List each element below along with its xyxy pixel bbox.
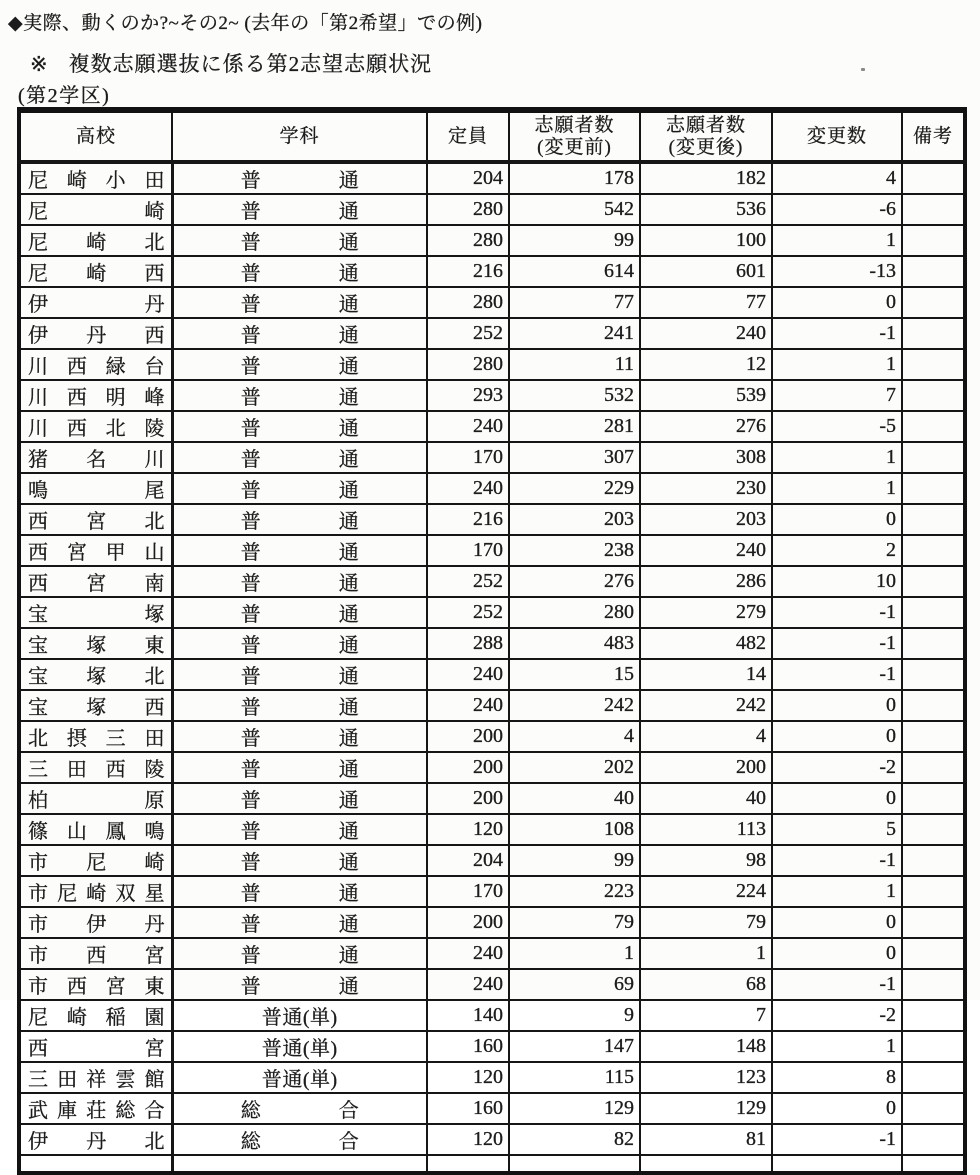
change-cell: 7 (772, 380, 902, 411)
header-applicants-after-line2: (変更後) (668, 136, 744, 158)
applicants-after-cell: 77 (640, 287, 772, 318)
change-cell: -2 (772, 1000, 902, 1031)
change-cell: -5 (772, 411, 902, 442)
capacity-cell: 280 (427, 225, 509, 256)
capacity-cell: 170 (427, 442, 509, 473)
remarks-cell (902, 411, 965, 442)
change-cell: -13 (772, 256, 902, 287)
department-cell: 総 合 (172, 1093, 427, 1124)
capacity-cell: 280 (427, 194, 509, 225)
capacity-cell: 204 (427, 845, 509, 876)
applicants-before-cell: 238 (509, 535, 640, 566)
change-cell: 2 (772, 535, 902, 566)
remarks-cell (902, 783, 965, 814)
applicants-after-cell: 601 (640, 256, 772, 287)
remarks-cell (902, 1124, 965, 1155)
change-cell: -6 (772, 194, 902, 225)
scan-artifact-speck (861, 68, 865, 71)
remarks-cell (902, 938, 965, 969)
table-body (19, 162, 965, 1173)
change-cell: 0 (772, 1093, 902, 1124)
department-cell: 普 通 (172, 442, 427, 473)
capacity-cell: 200 (427, 783, 509, 814)
applicants-after-cell: 68 (640, 969, 772, 1000)
school-cell: 猪 名 川 (19, 442, 172, 473)
department-cell: 普 通 (172, 721, 427, 752)
change-cell: -1 (772, 318, 902, 349)
remarks-cell (902, 318, 965, 349)
capacity-cell: 240 (427, 690, 509, 721)
table-row (19, 1124, 965, 1155)
remarks-cell (902, 535, 965, 566)
partial-cell (427, 1155, 509, 1173)
table-row (19, 659, 965, 690)
school-cell: 宝 塚 東 (19, 628, 172, 659)
school-cell: 宝 塚 北 (19, 659, 172, 690)
change-cell: -1 (772, 597, 902, 628)
change-cell: 0 (772, 938, 902, 969)
capacity-cell: 120 (427, 1124, 509, 1155)
remarks-cell (902, 1031, 965, 1062)
applicants-before-cell: 77 (509, 287, 640, 318)
remarks-cell (902, 1062, 965, 1093)
remarks-cell (902, 628, 965, 659)
table-row (19, 814, 965, 845)
change-cell: 0 (772, 721, 902, 752)
school-cell: 西 宮 甲 山 (19, 535, 172, 566)
table-row (19, 597, 965, 628)
applicants-after-cell: 242 (640, 690, 772, 721)
applicants-after-cell: 539 (640, 380, 772, 411)
applicants-after-cell: 1 (640, 938, 772, 969)
subtitle-text: 複数志願選抜に係る第2志望志願状況 (68, 52, 433, 76)
department-cell: 普 通 (172, 349, 427, 380)
applicants-before-cell: 202 (509, 752, 640, 783)
school-cell: 川 西 緑 台 (19, 349, 172, 380)
application-status-table (17, 107, 967, 1175)
applicants-before-cell: 532 (509, 380, 640, 411)
applicants-after-cell: 81 (640, 1124, 772, 1155)
department-cell: 普 通 (172, 783, 427, 814)
school-cell: 川 西 明 峰 (19, 380, 172, 411)
applicants-after-cell: 276 (640, 411, 772, 442)
header-department: 学科 (172, 110, 427, 162)
table-row (19, 721, 965, 752)
table-row (19, 1000, 965, 1031)
school-cell: 市 西 宮 東 (19, 969, 172, 1000)
school-cell: 西 宮 北 (19, 504, 172, 535)
applicants-before-cell: 203 (509, 504, 640, 535)
capacity-cell: 293 (427, 380, 509, 411)
district-label: (第2学区) (18, 85, 111, 107)
remarks-cell (902, 473, 965, 504)
change-cell: -1 (772, 628, 902, 659)
applicants-before-cell: 108 (509, 814, 640, 845)
department-cell: 普 通 (172, 938, 427, 969)
applicants-before-cell: 4 (509, 721, 640, 752)
applicants-before-cell: 69 (509, 969, 640, 1000)
school-cell: 柏 原 (19, 783, 172, 814)
remarks-cell (902, 380, 965, 411)
remarks-cell (902, 597, 965, 628)
remarks-cell (902, 659, 965, 690)
change-cell: 0 (772, 504, 902, 535)
remarks-cell (902, 349, 965, 380)
applicants-after-cell: 148 (640, 1031, 772, 1062)
capacity-cell: 240 (427, 473, 509, 504)
school-cell: 市 尼 崎 双 星 (19, 876, 172, 907)
school-cell: 尼 崎 稲 園 (19, 1000, 172, 1031)
applicants-after-cell: 200 (640, 752, 772, 783)
table-row (19, 411, 965, 442)
remarks-cell (902, 845, 965, 876)
applicants-after-cell: 224 (640, 876, 772, 907)
capacity-cell: 216 (427, 256, 509, 287)
table-row (19, 256, 965, 287)
change-cell: -1 (772, 1124, 902, 1155)
remarks-cell (902, 876, 965, 907)
change-cell: 1 (772, 876, 902, 907)
applicants-after-cell: 240 (640, 318, 772, 349)
department-cell: 総 合 (172, 1124, 427, 1155)
school-cell: 市 西 宮 (19, 938, 172, 969)
table-row (19, 380, 965, 411)
school-cell: 尼 崎 (19, 194, 172, 225)
applicants-before-cell: 178 (509, 162, 640, 194)
department-cell: 普通(単) (172, 1031, 427, 1062)
school-cell: 北 摂 三 田 (19, 721, 172, 752)
school-cell: 三 田 祥 雲 館 (19, 1062, 172, 1093)
applicants-after-cell: 286 (640, 566, 772, 597)
department-cell: 普 通 (172, 814, 427, 845)
applicants-before-cell: 614 (509, 256, 640, 287)
applicants-after-cell: 203 (640, 504, 772, 535)
applicants-before-cell: 483 (509, 628, 640, 659)
department-cell: 普 通 (172, 969, 427, 1000)
header-school: 高校 (19, 110, 172, 162)
applicants-after-cell: 308 (640, 442, 772, 473)
header-capacity: 定員 (427, 110, 509, 162)
applicants-after-cell: 14 (640, 659, 772, 690)
change-cell: 8 (772, 1062, 902, 1093)
table-row (19, 162, 965, 194)
applicants-before-cell: 82 (509, 1124, 640, 1155)
department-cell: 普 通 (172, 752, 427, 783)
applicants-before-cell: 229 (509, 473, 640, 504)
partial-cell (19, 1155, 172, 1173)
table-row (19, 783, 965, 814)
capacity-cell: 160 (427, 1031, 509, 1062)
applicants-before-cell: 11 (509, 349, 640, 380)
capacity-cell: 140 (427, 1000, 509, 1031)
partial-cell (640, 1155, 772, 1173)
document-title: ◆実際、動くのか?~その2~ (去年の「第2希望」での例) (8, 13, 483, 34)
department-cell: 普通(単) (172, 1062, 427, 1093)
school-cell: 武 庫 荘 総 合 (19, 1093, 172, 1124)
school-cell: 鳴 尾 (19, 473, 172, 504)
applicants-after-cell: 279 (640, 597, 772, 628)
school-cell: 三 田 西 陵 (19, 752, 172, 783)
header-applicants-before-line1: 志願者数 (534, 114, 615, 136)
header-applicants-before-line2: (変更前) (537, 136, 612, 158)
remarks-cell (902, 162, 965, 194)
school-cell: 川 西 北 陵 (19, 411, 172, 442)
change-cell: 10 (772, 566, 902, 597)
partial-cell (772, 1155, 902, 1173)
document-subtitle (30, 48, 432, 78)
table-row (19, 566, 965, 597)
applicants-before-cell: 115 (509, 1062, 640, 1093)
school-cell: 西 宮 (19, 1031, 172, 1062)
applicants-after-cell: 7 (640, 1000, 772, 1031)
remarks-cell (902, 1093, 965, 1124)
table-row (19, 1062, 965, 1093)
applicants-after-cell: 79 (640, 907, 772, 938)
applicants-before-cell: 147 (509, 1031, 640, 1062)
capacity-cell: 200 (427, 721, 509, 752)
remarks-cell (902, 442, 965, 473)
change-cell: 0 (772, 907, 902, 938)
table-row (19, 969, 965, 1000)
partial-cell (172, 1155, 427, 1173)
partial-cell (902, 1155, 965, 1173)
department-cell: 普 通 (172, 225, 427, 256)
capacity-cell: 280 (427, 349, 509, 380)
change-cell: -2 (772, 752, 902, 783)
applicants-after-cell: 98 (640, 845, 772, 876)
applicants-before-cell: 276 (509, 566, 640, 597)
department-cell: 普 通 (172, 256, 427, 287)
department-cell: 普 通 (172, 162, 427, 194)
table-row (19, 876, 965, 907)
table-row (19, 907, 965, 938)
remarks-cell (902, 1000, 965, 1031)
applicants-before-cell: 79 (509, 907, 640, 938)
applicants-after-cell: 40 (640, 783, 772, 814)
department-cell: 普 通 (172, 194, 427, 225)
table-row (19, 194, 965, 225)
applicants-after-cell: 240 (640, 535, 772, 566)
capacity-cell: 240 (427, 969, 509, 1000)
school-cell: 尼 崎 小 田 (19, 162, 172, 194)
remarks-cell (902, 225, 965, 256)
applicants-before-cell: 241 (509, 318, 640, 349)
applicants-before-cell: 15 (509, 659, 640, 690)
applicants-before-cell: 223 (509, 876, 640, 907)
remarks-cell (902, 721, 965, 752)
table-row (19, 690, 965, 721)
department-cell: 普 通 (172, 690, 427, 721)
capacity-cell: 120 (427, 1062, 509, 1093)
table-row (19, 504, 965, 535)
department-cell: 普 通 (172, 845, 427, 876)
remarks-cell (902, 690, 965, 721)
school-cell: 宝 塚 (19, 597, 172, 628)
department-cell: 普通(単) (172, 1000, 427, 1031)
change-cell: 0 (772, 287, 902, 318)
applicants-before-cell: 99 (509, 845, 640, 876)
change-cell: 1 (772, 349, 902, 380)
header-change: 変更数 (772, 110, 902, 162)
remarks-cell (902, 907, 965, 938)
header-remarks: 備考 (902, 110, 965, 162)
table-row (19, 318, 965, 349)
applicants-before-cell: 40 (509, 783, 640, 814)
department-cell: 普 通 (172, 597, 427, 628)
table-row (19, 1093, 965, 1124)
capacity-cell: 204 (427, 162, 509, 194)
capacity-cell: 160 (427, 1093, 509, 1124)
applicants-after-cell: 482 (640, 628, 772, 659)
table-row (19, 287, 965, 318)
department-cell: 普 通 (172, 380, 427, 411)
school-cell: 西 宮 南 (19, 566, 172, 597)
department-cell: 普 通 (172, 659, 427, 690)
department-cell: 普 通 (172, 907, 427, 938)
applicants-after-cell: 182 (640, 162, 772, 194)
reference-mark: ※ (30, 52, 49, 76)
applicants-after-cell: 113 (640, 814, 772, 845)
department-cell: 普 通 (172, 473, 427, 504)
partial-cell (509, 1155, 640, 1173)
school-cell: 尼 崎 西 (19, 256, 172, 287)
capacity-cell: 240 (427, 659, 509, 690)
change-cell: 1 (772, 442, 902, 473)
remarks-cell (902, 969, 965, 1000)
school-cell: 伊 丹 北 (19, 1124, 172, 1155)
capacity-cell: 252 (427, 318, 509, 349)
capacity-cell: 120 (427, 814, 509, 845)
applicants-before-cell: 281 (509, 411, 640, 442)
capacity-cell: 240 (427, 938, 509, 969)
table-row (19, 349, 965, 380)
applicants-after-cell: 129 (640, 1093, 772, 1124)
table-row (19, 628, 965, 659)
capacity-cell: 216 (427, 504, 509, 535)
school-cell: 市 尼 崎 (19, 845, 172, 876)
department-cell: 普 通 (172, 876, 427, 907)
department-cell: 普 通 (172, 535, 427, 566)
change-cell: 1 (772, 1031, 902, 1062)
school-cell: 市 伊 丹 (19, 907, 172, 938)
school-cell: 宝 塚 西 (19, 690, 172, 721)
department-cell: 普 通 (172, 287, 427, 318)
applicants-before-cell: 307 (509, 442, 640, 473)
table-row (19, 473, 965, 504)
table-row (19, 442, 965, 473)
capacity-cell: 200 (427, 752, 509, 783)
header-applicants-before (509, 110, 640, 162)
applicants-after-cell: 536 (640, 194, 772, 225)
department-cell: 普 通 (172, 628, 427, 659)
capacity-cell: 280 (427, 287, 509, 318)
change-cell: 0 (772, 690, 902, 721)
school-cell: 伊 丹 (19, 287, 172, 318)
change-cell: 0 (772, 783, 902, 814)
applicants-after-cell: 4 (640, 721, 772, 752)
department-cell: 普 通 (172, 411, 427, 442)
applicants-before-cell: 1 (509, 938, 640, 969)
change-cell: -1 (772, 659, 902, 690)
change-cell: 1 (772, 473, 902, 504)
table-row (19, 845, 965, 876)
remarks-cell (902, 566, 965, 597)
change-cell: -1 (772, 845, 902, 876)
table-row (19, 1031, 965, 1062)
remarks-cell (902, 752, 965, 783)
applicants-after-cell: 230 (640, 473, 772, 504)
applicants-after-cell: 123 (640, 1062, 772, 1093)
department-cell: 普 通 (172, 566, 427, 597)
school-cell: 尼 崎 北 (19, 225, 172, 256)
capacity-cell: 170 (427, 535, 509, 566)
capacity-cell: 252 (427, 566, 509, 597)
remarks-cell (902, 256, 965, 287)
table-row (19, 938, 965, 969)
change-cell: 4 (772, 162, 902, 194)
capacity-cell: 240 (427, 411, 509, 442)
capacity-cell: 170 (427, 876, 509, 907)
applicants-before-cell: 99 (509, 225, 640, 256)
applicants-after-cell: 100 (640, 225, 772, 256)
remarks-cell (902, 504, 965, 535)
change-cell: 1 (772, 225, 902, 256)
applicants-before-cell: 9 (509, 1000, 640, 1031)
header-applicants-after (640, 110, 772, 162)
department-cell: 普 通 (172, 318, 427, 349)
department-cell: 普 通 (172, 504, 427, 535)
table-row (19, 225, 965, 256)
table-row (19, 752, 965, 783)
applicants-after-cell: 12 (640, 349, 772, 380)
capacity-cell: 288 (427, 628, 509, 659)
capacity-cell: 200 (427, 907, 509, 938)
remarks-cell (902, 194, 965, 225)
school-cell: 篠 山 鳳 鳴 (19, 814, 172, 845)
applicants-before-cell: 242 (509, 690, 640, 721)
header-applicants-after-line1: 志願者数 (665, 114, 746, 136)
header-row (19, 110, 965, 162)
applicants-before-cell: 542 (509, 194, 640, 225)
capacity-cell: 252 (427, 597, 509, 628)
applicants-before-cell: 280 (509, 597, 640, 628)
table-row (19, 535, 965, 566)
table-header (19, 110, 965, 162)
partial-clipped-row (19, 1155, 965, 1173)
applicants-before-cell: 129 (509, 1093, 640, 1124)
school-cell: 伊 丹 西 (19, 318, 172, 349)
change-cell: 5 (772, 814, 902, 845)
change-cell: -1 (772, 969, 902, 1000)
remarks-cell (902, 814, 965, 845)
remarks-cell (902, 287, 965, 318)
